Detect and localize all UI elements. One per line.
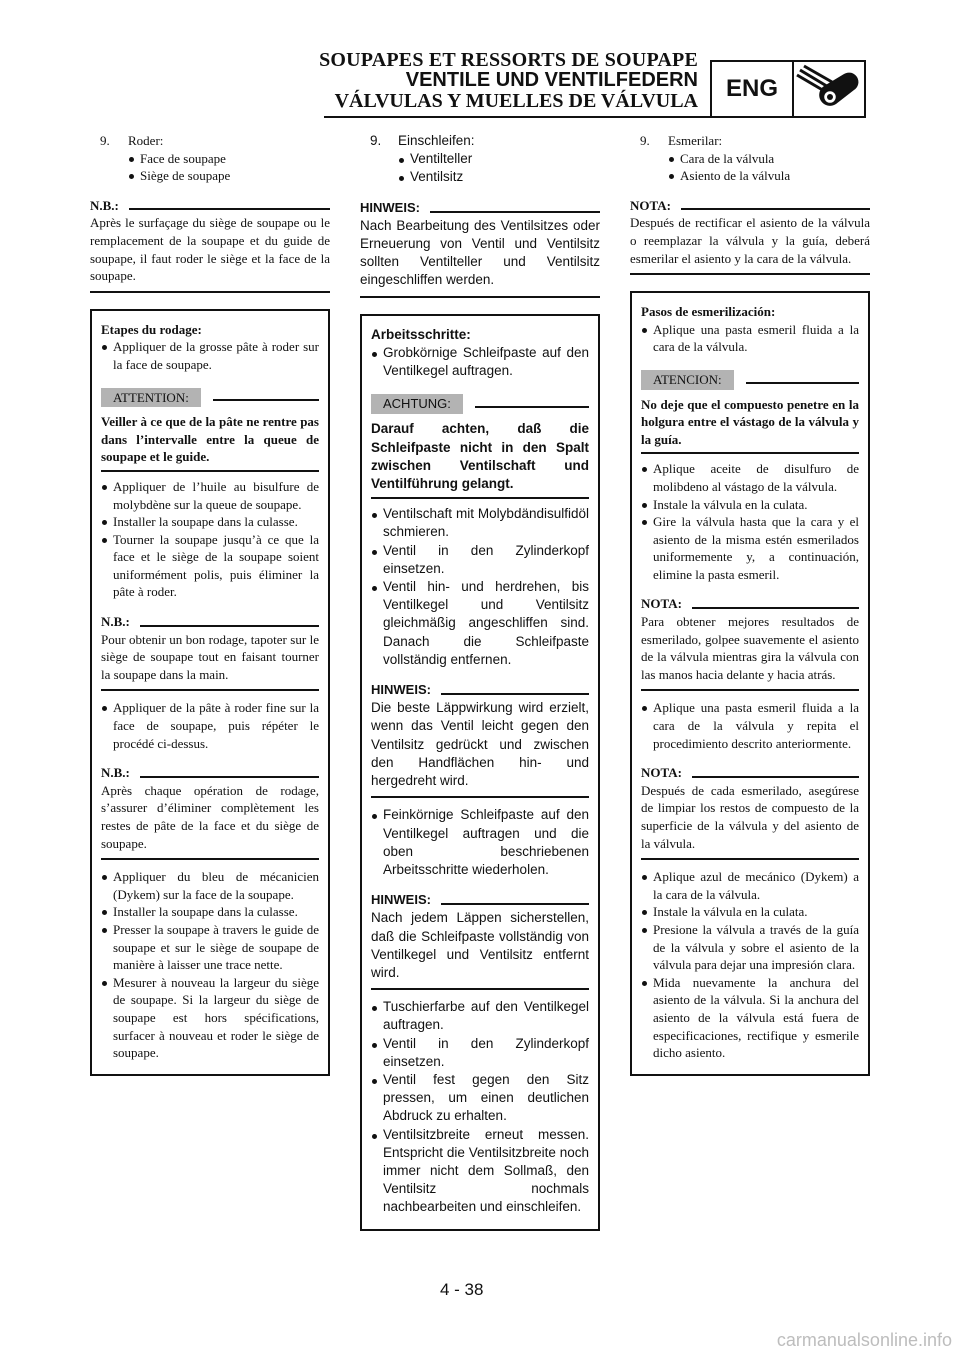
list-item: Mida nuevamente la anchura del asiento de la válvula. Si la anchura del asiento de la válvula está fuera de especificaciones, rectifique y esmerile dicho asiento. bbox=[641, 974, 859, 1062]
procedure-title: Arbeitsschritte: bbox=[371, 326, 471, 342]
note-text: Después de rectificar el asiento de la válvula o reemplazar la válvula y la guía, deberá esmerilar el asiento y la cara de la válvula. bbox=[630, 215, 870, 266]
note-heading: HINWEIS: bbox=[371, 681, 589, 699]
section-header bbox=[319, 50, 698, 112]
list-item: Presser la soupape à travers le guide de soupape et sur le siège de soupape de manière à laisser une trace nette. bbox=[101, 921, 319, 974]
list-item: Siège de soupape bbox=[128, 167, 330, 185]
header-title-de: VENTILE UND VENTILFEDERN bbox=[405, 69, 698, 91]
column-spanish bbox=[630, 132, 870, 1076]
caution-text: Veiller à ce que de la pâte ne rentre pas dans l’intervalle entre la queue de soupape et le guide. bbox=[101, 414, 319, 465]
procedure-title: Pasos de esmerilización: bbox=[641, 304, 776, 320]
list-item: Aplique azul de mecánico (Dykem) a la cara de la válvula. bbox=[641, 868, 859, 903]
list-item: Aplique aceite de disulfuro de molibdeno al vástago de la válvula. bbox=[641, 460, 859, 495]
procedure-box bbox=[630, 291, 870, 1076]
header-title-es: VÁLVULAS Y MUELLES DE VÁLVULA bbox=[334, 90, 698, 112]
note-heading: HINWEIS: bbox=[360, 199, 600, 217]
list-item: Ventil hin- und herdrehen, bis Ventilkegel und Ventilsitz gleichmäßig angeschliffen sind. Danach die Schleifpaste vollständig entfernen. bbox=[371, 578, 589, 669]
list-item: Ventilteller bbox=[398, 150, 600, 168]
list-item: Face de soupape bbox=[128, 150, 330, 168]
list-item: Ventilsitzbreite erneut messen. Entspricht die Ventilsitzbreite noch immer nicht dem Sollmaß, den Ventilsitz nochmals nachbearbeiten und einschleifen. bbox=[371, 1126, 589, 1217]
list-item: Aplique una pasta esmeril fluida a la cara de la válvula. bbox=[641, 321, 859, 356]
column-german bbox=[360, 132, 600, 1231]
note-heading: N.B.: bbox=[90, 197, 330, 215]
note-text: Pour obtenir un bon rodage, tapoter sur le siège de soupape tout en faisant tourner la soupape dans la main. bbox=[101, 631, 319, 682]
caution-heading: ATTENTION: bbox=[101, 388, 319, 408]
page-number: 4 - 38 bbox=[440, 1280, 484, 1299]
list-item: Grobkörnige Schleifpaste auf den Ventilkegel auftragen. bbox=[371, 344, 589, 380]
header-title-fr: SOUPAPES ET RESSORTS DE SOUPAPE bbox=[319, 49, 698, 71]
note-heading: NOTA: bbox=[641, 764, 859, 782]
note-text: Après le surfaçage du siège de soupape ou le remplacement de la soupape et du guide de soupape, il faut roder le siège et la face de la soupape. bbox=[90, 215, 330, 284]
step-9: 9. Esmerilar: bbox=[640, 133, 723, 148]
list-item: Ventil in den Zylinderkopf einsetzen. bbox=[371, 1035, 589, 1071]
watermark: carmanualsonline.info bbox=[776, 1330, 952, 1350]
list-item: Appliquer de l’huile au bisulfure de molybdène sur la queue de soupape. bbox=[101, 478, 319, 513]
list-item: Instale la válvula en la culata. bbox=[641, 496, 859, 514]
list-item: Tuschierfarbe auf den Ventilkegel auftragen. bbox=[371, 998, 589, 1034]
procedure-box bbox=[360, 314, 600, 1231]
list-item: Ventil fest gegen den Sitz pressen, um einen deutlichen Abdruck zu erhalten. bbox=[371, 1071, 589, 1126]
column-french bbox=[90, 132, 330, 1076]
list-item: Presione la válvula a través de la guía de la válvula y sobre el asiento de la válvula para dejar una impresión clara. bbox=[641, 921, 859, 974]
list-item: Gire la válvula hasta que la cara y el asiento de la misma estén esmerilados uniformemente y, a continuación, elimine la pasta esmeril. bbox=[641, 513, 859, 583]
list-item: Appliquer de la grosse pâte à roder sur la face de soupape. bbox=[101, 338, 319, 373]
note-text: Die beste Läppwirkung wird erzielt, wenn das Ventil leicht gegen den Ventilsitz gedrückt und zwischen den Handflächen hin- und hergedreht wird. bbox=[371, 700, 589, 789]
list-item: Appliquer du bleu de mécanicien (Dykem) sur la face de la soupape. bbox=[101, 868, 319, 903]
note-text: Après chaque opération de rodage, s’assurer d’éliminer complètement les restes de pâte de la face et du siège de soupape. bbox=[101, 782, 319, 851]
procedure-title: Etapes du rodage: bbox=[101, 321, 202, 337]
list-item: Ventilsitz bbox=[398, 168, 600, 186]
eng-badge bbox=[710, 60, 866, 118]
note-text: Nach Bearbeitung des Ventilsitzes oder Erneuerung von Ventil und Ventilsitz sollten Ventilteller und Ventilsitz eingeschliffen werden. bbox=[360, 217, 600, 288]
list-item: Cara de la válvula bbox=[668, 150, 870, 168]
list-item: Ventil in den Zylinderkopf einsetzen. bbox=[371, 542, 589, 578]
caution-heading: ATENCION: bbox=[641, 370, 859, 390]
note-heading: N.B.: bbox=[101, 613, 319, 631]
list-item: Mesurer à nouveau la largeur du siège de soupape. Si la largeur du siège de soupape est hors spécifications, surfacer à nouveau et roder le siège de soupape. bbox=[101, 974, 319, 1062]
caution-text: No deje que el compuesto penetre en la holgura entre el vástago de la válvula y la guía. bbox=[641, 396, 859, 447]
caution-heading: ACHTUNG: bbox=[371, 394, 589, 414]
list-item: Appliquer de la pâte à roder fine sur la face de soupape, puis répéter le procédé ci-dessus. bbox=[101, 699, 319, 752]
procedure-box bbox=[90, 309, 330, 1076]
step-9: 9. Einschleifen: bbox=[370, 133, 475, 148]
note-text: Nach jedem Läppen sicherstellen, daß die Schleifpaste vollständig von Ventilkegel und Ventilsitz entfernt wird. bbox=[371, 910, 589, 980]
note-text: Después de cada esmerilado, asegúrese de limpiar los restos de compuesto de la superficie de la válvula y del asiento de la válvula. bbox=[641, 782, 859, 851]
note-heading: NOTA: bbox=[641, 595, 859, 613]
list-item: Aplique una pasta esmeril fluida a la cara de la válvula y repita el procedimiento descrito anteriormente. bbox=[641, 699, 859, 752]
list-item: Tourner la soupape jusqu’à ce que la face et le siège de la soupape soient uniformément polis, puis éliminer la pâte à roder. bbox=[101, 531, 319, 601]
list-item: Installer la soupape dans la culasse. bbox=[101, 903, 319, 921]
note-heading: N.B.: bbox=[101, 764, 319, 782]
note-heading: NOTA: bbox=[630, 197, 870, 215]
list-item: Instale la válvula en la culata. bbox=[641, 903, 859, 921]
engine-tool-icon bbox=[794, 62, 864, 116]
list-item: Asiento de la válvula bbox=[668, 167, 870, 185]
list-item: Feinkörnige Schleifpaste auf den Ventilkegel auftragen und die oben beschriebenen Arbeitsschritte wiederholen. bbox=[371, 806, 589, 879]
list-item: Ventilschaft mit Molybdändisulfidöl schmieren. bbox=[371, 505, 589, 541]
list-item: Installer la soupape dans la culasse. bbox=[101, 513, 319, 531]
eng-label: ENG bbox=[712, 62, 794, 116]
note-text: Para obtener mejores resultados de esmerilado, golpee suavemente el asiento de la válvula mientras gira la válvula con las manos hacia delante y hacia atrás. bbox=[641, 614, 859, 682]
note-heading: HINWEIS: bbox=[371, 891, 589, 909]
caution-text: Darauf achten, daß die Schleifpaste nicht in den Spalt zwischen Ventilschaft und Ventilführung gelangt. bbox=[371, 421, 589, 492]
step-9: 9. Roder: bbox=[100, 133, 164, 148]
